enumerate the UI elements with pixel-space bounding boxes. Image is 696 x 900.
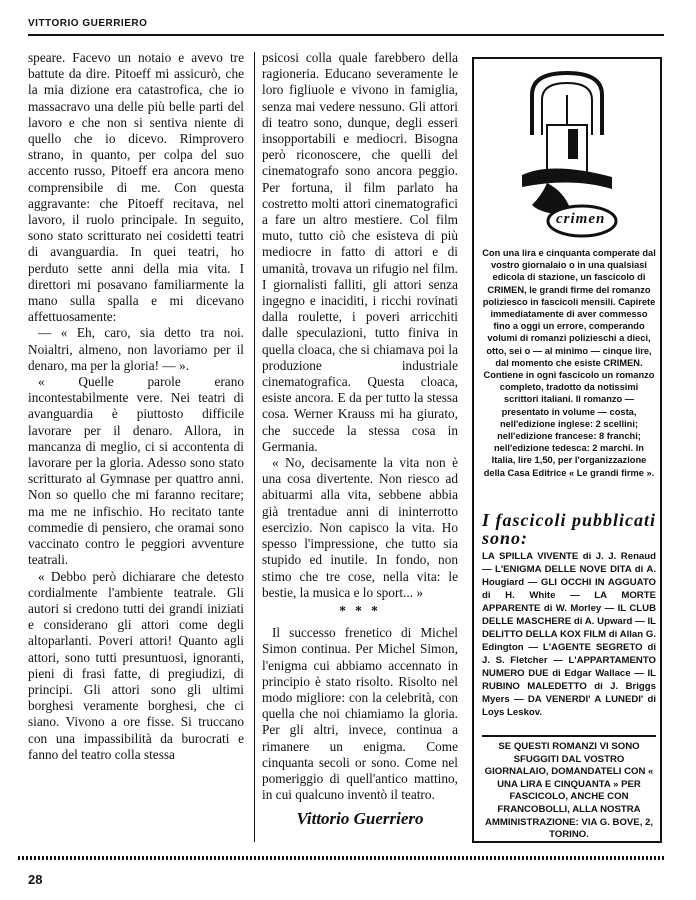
article-paragraph: « Debbo però dichiarare che detesto cordialmente l'ambiente teatrale. Gli autori si credono tutti dei grandi iniziati e considerano gli attori come degli altoparlanti. Poveri attori! Quanto agli attori, sono tutti presuntuosi, ignoranti, pieni di frasi fatte, di pregiudizi, di principi. Gli attori sono gli ultimi borghesi veramente borghesi, che ci siano. Vivono a ore fisse. Si truccano con una impassibilità da burocrati e fanno del teatro colla stessa [28, 568, 244, 762]
author-signature: Vittorio Guerriero [296, 809, 424, 829]
page-number: 28 [28, 872, 43, 887]
crimen-advertisement [472, 57, 662, 843]
crimen-logo-text: crimen [556, 211, 606, 227]
running-header: VITTORIO GUERRIERO [28, 18, 148, 29]
article-paragraph: speare. Facevo un notaio e avevo tre battute da dire. Pitoeff mi assicurò, che la mia dizione era catastrofica, che io massacravo una delle più belle parti del lavoro e che non si sentiva niente di quello che io dicevo. Rimprovero strano, in quanto, per colpa del suo accento russo, Pitoeff era ancora meno comprensibile di me. Con questa aggravante: che Pitoeff recitava, nel lavoro, il ruolo principale. In seguito, sono stato scritturato nei cosidetti teatri di avanguardia. In quei teatri, ho perduto sette anni della mia vita. I direttori mi posavano familiarmente la mano sulla spalla e mi dicevano affettuosamente: [28, 50, 244, 325]
article-paragraph: psicosi colla quale farebbero della ragioneria. Educano severamente le loro figliuole e vivono in famiglia, senza mai vedere nessuno. Gli attori di teatro sono, dunque, degli esseri insopportabili e mediocri. Bisogna però riconoscere, che quelli del cinematografo sono ancora peggio. Per fortuna, il film parlato ha costretto molti attori cinematografici a fare un altro mestiere. Col film muto, tutto ciò che esisteva di più mediocre in fatto di attori e di umanità, trovava un rifugio nel film. I giornalisti falliti, gli attori senza ingegno e inaciditi, i ricchi rovinati dalla roulette, i poveri arricchiti dalle speculazioni, tutto finiva in quella cloaca, che si chiamava poi la produzione industriale cinematografica. Questa cloaca, esiste ancora. E da per tutto la stessa cosa. Werner Krauss mi ha giurato, che succede la stessa cosa in Germania. [262, 50, 458, 454]
ad-list-title: I fascicoli pubblicati sono: [482, 510, 656, 548]
ad-list-text: LA SPILLA VIVENTE di J. J. Renaud — L'ENIGMA DELLE NOVE DITA di A. Hougiard — GLI OCCHI IN AGGUATO di H. White — LA MORTE APPARENTE di W. Morley — IL CLUB DELLE MASCHERE di A. Upward — IL DELITTO DELLA KOX FILM di Allan G. Edington — L'AGENTE SEGRETO di J. S. Fletcher — L'APPARTAMENTO NUMERO DUE di Edgar Wallace — IL RUBINO MALEDETTO di J. Briggs Myers — DA VENERDI' A LUNEDI' di Loys Leskov. [482, 551, 656, 718]
column-divider [254, 52, 255, 842]
article-column-1 [28, 50, 244, 763]
section-separator: * * * [339, 602, 381, 618]
crimen-logo-illustration [512, 65, 622, 245]
article-paragraph: Il successo frenetico di Michel Simon continua. Per Michel Simon, l'enigma cui abbiamo accennato in principio è stato risolto. Risolto nel modo migliore: con la celebrità, con quella che noi chiamiamo la gloria. Per gli altri, invece, continua a rimanere un enigma. Come cinquanta secoli or sono. Come nel pomeriggio di quell'antico mattino, in cui qualcuno inventò il teatro. [262, 625, 458, 803]
footer-dotted-rule [18, 856, 666, 860]
ad-divider [482, 735, 656, 737]
article-column-2 [262, 50, 458, 828]
ad-intro-text: Con una lira e cinquanta comperate dal vostro giornalaio o in una qualsiasi edicola di stazione, un fascicolo di CRIMEN, le grandi firme del romanzo poliziesco in fascicoli mensili. Capirete immediatamente di aver commesso fino a oggi un errore, comperando volumi di romanzi polizieschi a dieci, otto, sei o — al minimo — cinque lire, dal momento che esiste CRIMEN. Contiene in ogni fascicolo un romanzo completo, tradotto da notissimi scrittori italiani. Il romanzo — presentato in volume — costa, nell'edizione inglese: 2 scellini; nell'edizione francese: 8 franchi; nell'edizione tedesca: 2 marchi. In Italia, lire 1,50, per l'organizzazione della Casa Editrice « Le grandi firme ». [482, 248, 656, 478]
article-paragraph: — « Eh, caro, sia detto tra noi. Noialtri, almeno, non lavoriamo per il denaro, ma per la gloria! — ». [28, 325, 244, 373]
header-rule [28, 34, 664, 36]
ad-footer-text: SE QUESTI ROMANZI VI SONO SFUGGITI DAL VOSTRO GIORNALAIO, DOMANDATELI CON « UNA LIRA E CINQUANTA » PER FASCICOLO, ANCHE CON FRANCOBOLLI, ALLA NOSTRA AMMINISTRAZIONE: VIA G. BOVE, 2, TORINO. [484, 741, 654, 841]
article-paragraph: « No, decisamente la vita non è una cosa divertente. Non riesco ad abituarmi alla vita, sebbene abbia già trentadue anni di ininterrotto esercizio. Non capisco la vita. Ho spesso l'impressione, che tutto sia stupido ed inutile. In fondo, non stimo che tre cose, nella vita: le bestie, la musica e lo sport... » [262, 455, 458, 600]
article-paragraph: « Quelle parole erano incontestabilmente vere. Nei teatri di avanguardia è piuttosto difficile lavorare per il denaro. Allora, in mancanza di meglio, ci si accontenta di lavorare per la gloria. Adesso sono stato scritturato al Gymnase per quattro anni. Non so quello che mi faranno recitare; ma me ne infischio. Ho recitato tante commedie di pensiero, che oramai sono vaccinato contro le peggiori avventure teatrali. [28, 374, 244, 568]
